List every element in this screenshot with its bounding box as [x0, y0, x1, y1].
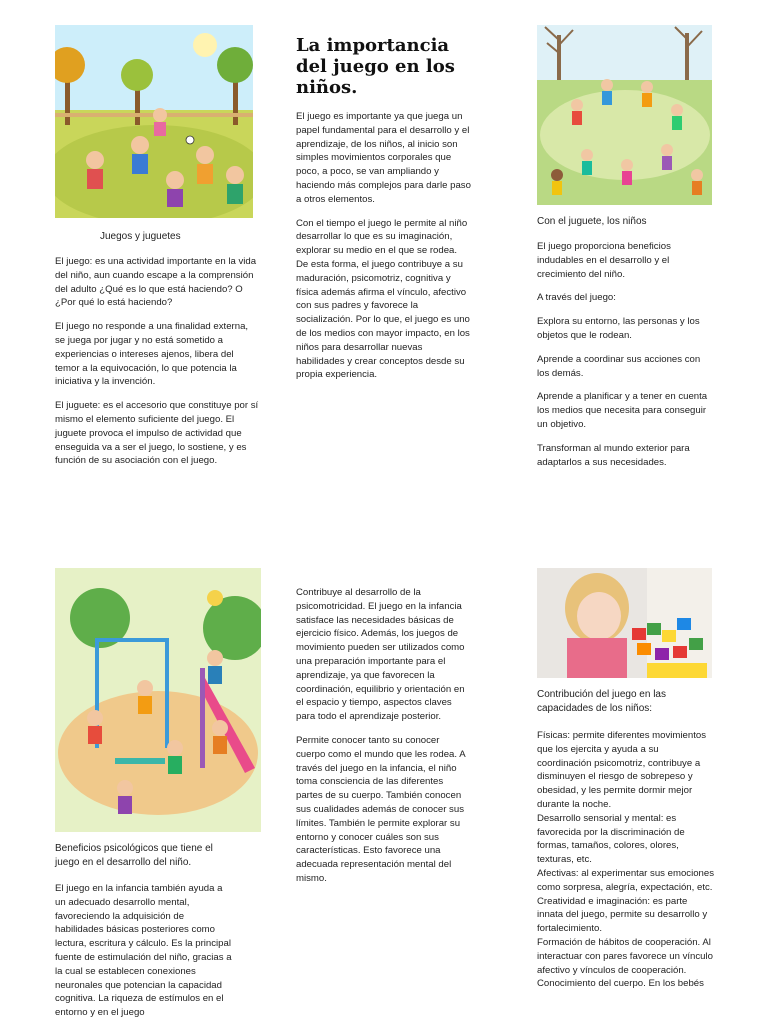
paragraph: Transforman al mundo exterior para adaptarlos a sus necesidades.: [537, 442, 690, 468]
panel6-text: [537, 729, 715, 991]
panel1-text: [55, 255, 260, 478]
paragraph: Explora su entorno, las personas y los objetos que le rodean.: [537, 316, 700, 341]
paragraph: A través del juego:: [537, 292, 616, 304]
list-item: Desarrollo sensorial y mental: es favorecida por la discriminación de formas, tamaños, colores, olores, texturas, etc.: [537, 812, 685, 866]
paragraph: Con el tiempo el juego le permite al niño desarrollar lo que es su imaginación, explorar su medio en el que se rodea. De esta forma, el juego contribuye a su maduración, psicomotriz, cognitiva y física además afirma el vínculo, afectivo con sus padres y favorece la socialización. Por lo que, el juego es uno de los medios con mayor impacto, en los niños para desarrollar nuevas habilidades y crear conceptos desde su propia experiencia.: [296, 217, 470, 381]
children-dancing-circle-image: [537, 25, 712, 205]
panel6-caption: Contribución del juego en las capacidades de los niños:: [537, 689, 666, 714]
list-item: Afectivas: al experimentar sus emociones como sorpresa, alegría, expectación, etc.: [537, 867, 715, 893]
list-item: Conocimiento del cuerpo. En los bebés: [537, 978, 704, 990]
list-item: Creatividad e imaginación: es parte innata del juego, permite su desarrollo y fortalecimiento.: [537, 895, 708, 935]
paragraph: Permite conocer tanto su conocer cuerpo como el mundo que les rodea. A través del juego en la infancia, el niño toma consciencia de las diferentes partes de su cuerpo. También conocen sus cualidades además de conocer sus límites. También le permite explorar su entorno y conocer cuáles son sus características. Esto favorece una adecuada representación mental del mismo.: [296, 734, 466, 884]
panel1-caption: Juegos y juguetes: [100, 231, 181, 242]
panel4-text: [55, 882, 233, 1030]
paragraph: El juguete: es el accesorio que constituye por sí mismo el elemento suficiente del juego. El juguete provoca el impulso de actividad que enseguida va a ser el juego, lo sostiene, y es función de su asociación con el juego.: [55, 400, 259, 467]
paragraph: El juego en la infancia también ayuda a un adecuado desarrollo mental, favoreciendo la adquisición de habilidades básicas posteriores como lectura, escritura y cálculo. Es la principal fuente de estimulación del niño, gracias a la cual se establecen conexiones neuronales que potencian la capacidad cognitiva. La riqueza de estímulos en el entorno y en el juego: [55, 883, 232, 1019]
panel4-caption: Beneficios psicológicos que tiene el juego en el desarrollo del niño.: [55, 843, 213, 868]
paragraph: Aprende a planificar y a tener en cuenta los medios que necesita para conseguir un objetivo.: [537, 391, 708, 430]
paragraph: El juego es importante ya que juega un papel fundamental para el desarrollo y el aprendizaje, de los niños, al inicio son simples movimientos corporales que poco, a poco, se van ampliando y haciendo más complejos para darle paso a otros elementos.: [296, 111, 471, 205]
panel5-text: [296, 586, 471, 896]
girl-playing-blocks-image: [537, 568, 712, 678]
paragraph: Aprende a coordinar sus acciones con los demás.: [537, 353, 701, 379]
page-title: La importancia del juego en los niños.: [296, 35, 455, 98]
panel3-caption: Con el juguete, los niños: [537, 216, 647, 227]
paragraph: El juego proporciona beneficios indudables en el desarrollo y el crecimiento del niño.: [537, 241, 671, 280]
playground-slide-image: [55, 568, 261, 832]
panel2-text: [296, 35, 471, 392]
children-playing-park-image: [55, 25, 253, 218]
paragraph: El juego no responde a una finalidad externa, se juega por jugar y no está sometido a experiencias o intereses ajenos, libera del temor a la equivocación, lo que potencia la iniciativa y la invención.: [55, 321, 249, 388]
paragraph: Contribuye al desarrollo de la psicomotricidad. El juego en la infancia satisface las necesidades básicas de ejercicio físico. Además, los juegos de movimiento pueden ser utilizados como una preparación importante para el aprendizaje, ya que favorecen la coordinación, equilibrio y orientación en el espacio y tiempo, aspectos claves para todo el aprendizaje posterior.: [296, 587, 465, 723]
panel3-text: [537, 240, 715, 479]
paragraph: El juego: es una actividad importante en la vida del niño, aun cuando escape a la comprensión del adulto ¿Qué es lo que está haciendo? O ¿Por qué lo está haciendo?: [55, 256, 257, 309]
list-item: Formación de hábitos de cooperación. Al interactuar con pares favorece un vínculo afectivo y vínculos de cooperación.: [537, 936, 713, 976]
list-item: Físicas: permite diferentes movimientos que los ejercita y ayuda a su coordinación psicomotriz, contribuye a disminuyen el riesgo de sobrepeso y obesidad, y les permite dormir mejor durante la noche.: [537, 730, 707, 810]
